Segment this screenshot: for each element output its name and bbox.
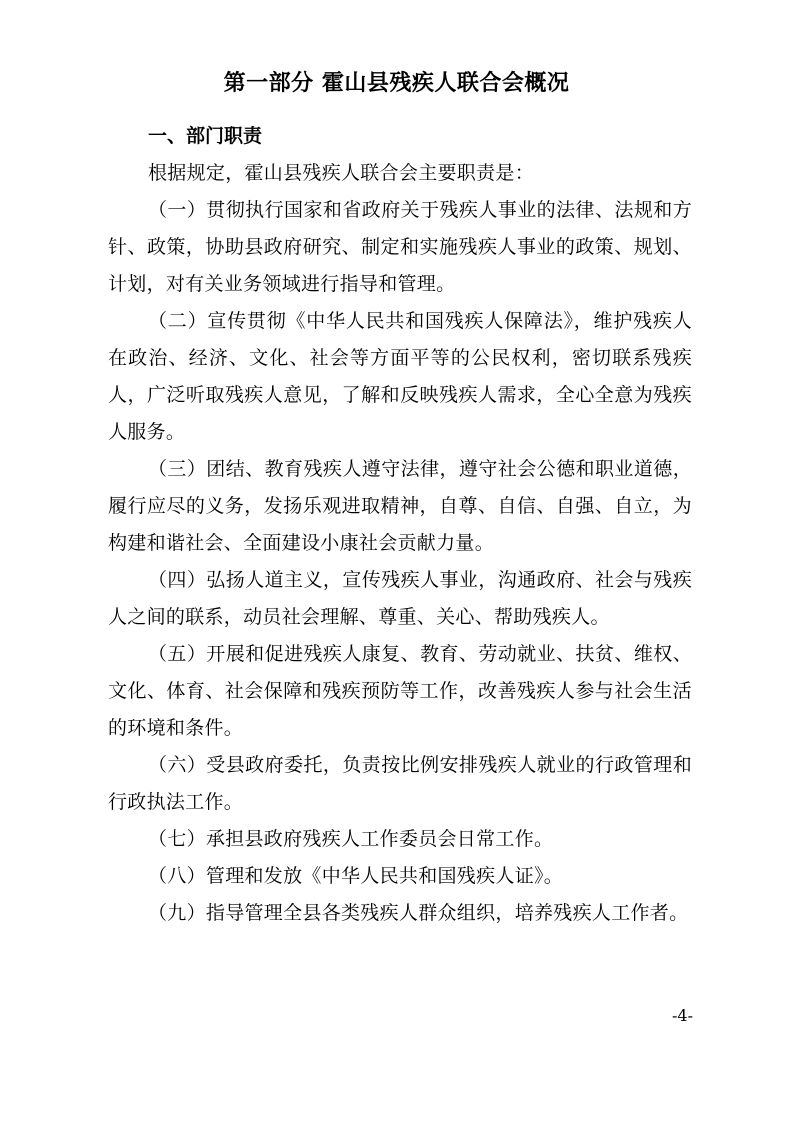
paragraph: （五）开展和促进残疾人康复、教育、劳动就业、扶贫、维权、文化、体育、社会保障和残疾预防等工作，改善残疾人参与社会生活的环境和条件。 xyxy=(108,643,692,739)
body-text xyxy=(108,155,692,932)
paragraph: 根据规定，霍山县残疾人联合会主要职责是： xyxy=(148,162,535,184)
paragraph: （八）管理和发放《中华人民共和国残疾人证》。 xyxy=(148,865,564,887)
paragraph: （九）指导管理全县各类残疾人群众组织，培养残疾人工作者。 xyxy=(148,902,689,924)
paragraph: （四）弘扬人道主义，宣传残疾人事业，沟通政府、社会与残疾人之间的联系，动员社会理解、尊重、关心、帮助残疾人。 xyxy=(108,569,692,628)
paragraph: （七）承担县政府残疾人工作委员会日常工作。 xyxy=(148,828,554,850)
paragraph: （六）受县政府委托，负责按比例安排残疾人就业的行政管理和行政执法工作。 xyxy=(108,754,692,813)
paragraph: （一）贯彻执行国家和省政府关于残疾人事业的法律、法规和方针、政策，协助县政府研究、制定和实施残疾人事业的政策、规划、计划，对有关业务领域进行指导和管理。 xyxy=(108,199,692,295)
paragraph: （三）团结、教育残疾人遵守法律，遵守社会公德和职业道德，履行应尽的义务，发扬乐观进取精神，自尊、自信、自强、自立，为构建和谐社会、全面建设小康社会贡献力量。 xyxy=(108,458,692,554)
paragraph: （二）宣传贯彻《中华人民共和国残疾人保障法》，维护残疾人在政治、经济、文化、社会等方面平等的公民权利，密切联系残疾人，广泛听取残疾人意见，了解和反映残疾人需求，全心全意为残疾人服务。 xyxy=(108,310,692,443)
page-number: -4- xyxy=(672,1006,693,1025)
section-heading: 一、部门职责 xyxy=(148,125,263,147)
document-title: 第一部分 霍山县残疾人联合会概况 xyxy=(223,71,570,96)
